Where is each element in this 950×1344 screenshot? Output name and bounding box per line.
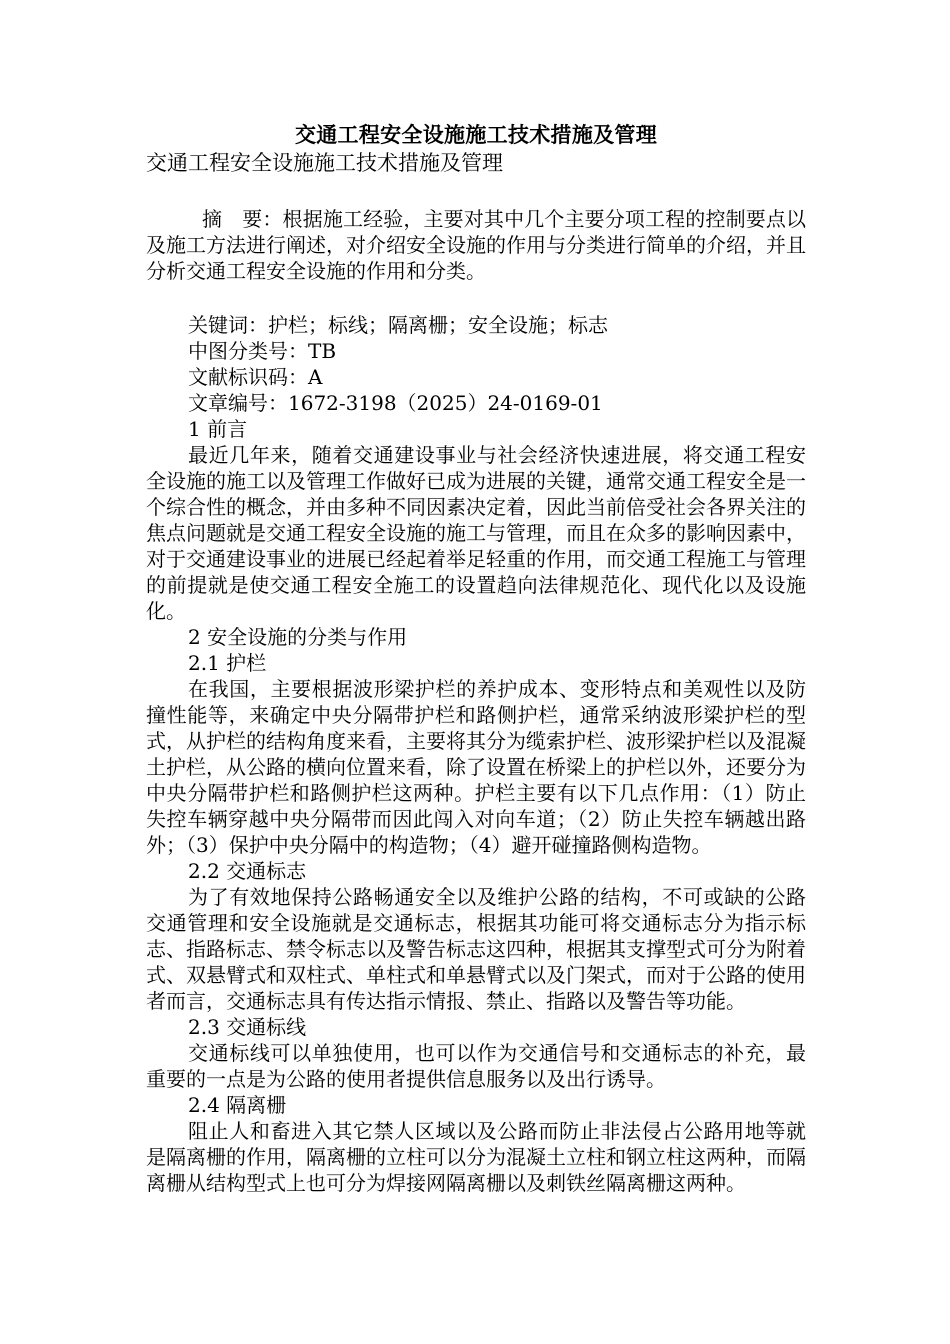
abstract-paragraph: 摘 要：根据施工经验，主要对其中几个主要分项工程的控制要点以及施工方法进行阐述，对介绍安全设施的作用与分类进行简单的介绍，并且分析交通工程安全设施的作用和分类。 xyxy=(146,207,806,283)
subsection-heading-traffic-signs: 2.2 交通标志 xyxy=(188,859,307,883)
section-heading-introduction: 1 前言 xyxy=(188,417,248,441)
subsection-heading-fence: 2.4 隔离栅 xyxy=(188,1093,287,1117)
subsection-heading-traffic-markings: 2.3 交通标线 xyxy=(188,1015,307,1039)
section-heading-classification: 2 安全设施的分类与作用 xyxy=(188,625,408,649)
body-paragraph-introduction: 最近几年来，随着交通建设事业与社会经济快速进展，将交通工程安全设施的施工以及管理工作做好已成为进展的关键，通常交通工程安全是一个综合性的概念，并由多种不同因素决定着，因此当前倍受社会各界关注的焦点问题就是交通工程安全设施的施工与管理，而且在众多的影响因素中，对于交通建设事业的进展已经起着举足轻重的作用，而交通工程施工与管理的前提就是使交通工程安全施工的设置趋向法律规范化、现代化以及设施化。 xyxy=(146,443,806,623)
metadata-block xyxy=(146,312,806,416)
keywords-line: 关键词：护栏；标线；隔离栅；安全设施；标志 xyxy=(188,313,608,337)
body-paragraph-traffic-markings: 交通标线可以单独使用，也可以作为交通信号和交通标志的补充，最重要的一点是为公路的使用者提供信息服务以及出行诱导。 xyxy=(146,1041,806,1091)
subsection-heading-guardrail: 2.1 护栏 xyxy=(188,651,267,675)
document-title: 交通工程安全设施施工技术措施及管理 xyxy=(294,122,658,147)
body-paragraph-guardrail: 在我国，主要根据波形梁护栏的养护成本、变形特点和美观性以及防撞性能等，来确定中央分隔带护栏和路侧护栏，通常采纳波形梁护栏的型式，从护栏的结构角度来看，主要将其分为缆索护栏、波形梁护栏以及混凝土护栏，从公路的横向位置来看，除了设置在桥梁上的护栏以外，还要分为中央分隔带护栏和路侧护栏这两种。护栏主要有以下几点作用：（1）防止失控车辆穿越中央分隔带而因此闯入对向车道；（2）防止失控车辆越出路外；（3）保护中央分隔中的构造物；（4）避开碰撞路侧构造物。 xyxy=(146,677,806,857)
document-subtitle: 交通工程安全设施施工技术措施及管理 xyxy=(146,151,503,175)
doc-code-line: 文献标识码：A xyxy=(188,365,323,389)
article-number-line: 文章编号：1672-3198（2025）24-0169-01 xyxy=(188,391,603,415)
body-paragraph-fence: 阻止人和畜进入其它禁人区域以及公路而防止非法侵占公路用地等就是隔离栅的作用，隔离栅的立柱可以分为混凝土立柱和钢立柱这两种，而隔离栅从结构型式上也可分为焊接网隔离栅以及刺铁丝隔离栅这两种。 xyxy=(146,1119,806,1195)
clc-line: 中图分类号：TB xyxy=(188,339,337,363)
body-paragraph-traffic-signs: 为了有效地保持公路畅通安全以及维护公路的结构，不可或缺的公路交通管理和安全设施就是交通标志，根据其功能可将交通标志分为指示标志、指路标志、禁令标志以及警告标志这四种，根据其支撑型式可分为附着式、双悬臂式和双柱式、单柱式和单悬臂式以及门架式，而对于公路的使用者而言，交通标志具有传达指示情报、禁止、指路以及警告等功能。 xyxy=(146,885,806,1013)
document-page xyxy=(146,120,806,1196)
